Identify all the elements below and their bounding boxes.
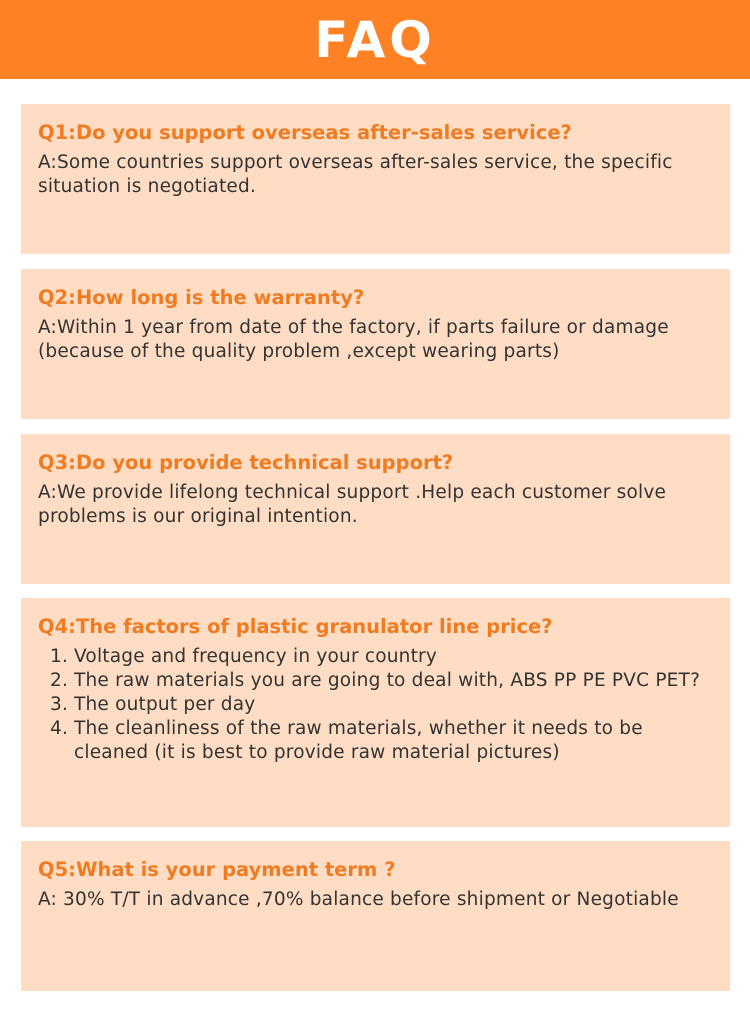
list-item-number: 1. [50,646,69,667]
faq-question: Q2:How long is the warranty? [38,286,365,309]
faq-question: Q5:What is your payment term ? [38,858,396,881]
list-item [50,693,720,717]
faq-card-q2 [21,269,730,419]
price-factors-list [38,645,720,765]
faq-card-q1 [21,104,730,254]
faq-question: Q3:Do you provide technical support? [38,451,454,474]
page-title: FAQ [314,10,436,69]
faq-card-q4 [21,598,730,827]
faq-answer: A:Within 1 year from date of the factory, if parts failure or damage (because of the quality problem ,except wearing parts) [38,317,669,362]
list-item-number: 3. [50,694,69,715]
list-item [50,717,720,765]
list-item [50,645,720,669]
list-item-number: 4. [50,718,69,739]
faq-question: Q1:Do you support overseas after-sales service? [38,121,572,144]
faq-answer: A:Some countries support overseas after-sales service, the specific situation is negotiated. [38,152,673,197]
faq-card-q5 [21,841,730,991]
list-item-number: 2. [50,670,69,691]
list-item-text: Voltage and frequency in your country [74,646,438,667]
faq-answer: A:We provide lifelong technical support .Help each customer solve problems is our original intention. [38,482,667,527]
faq-card-q3 [21,434,730,584]
list-item-text: The cleanliness of the raw materials, whether it needs to be cleaned (it is best to provide raw material pictures) [74,718,643,763]
list-item [50,669,720,693]
list-item-text: The output per day [74,694,256,715]
faq-question: Q4:The factors of plastic granulator line price? [38,615,553,638]
faq-header [0,0,750,79]
faq-answer: A: 30% T/T in advance ,70% balance before shipment or Negotiable [38,889,679,910]
list-item-text: The raw materials you are going to deal with, ABS PP PE PVC PET? [74,670,701,691]
